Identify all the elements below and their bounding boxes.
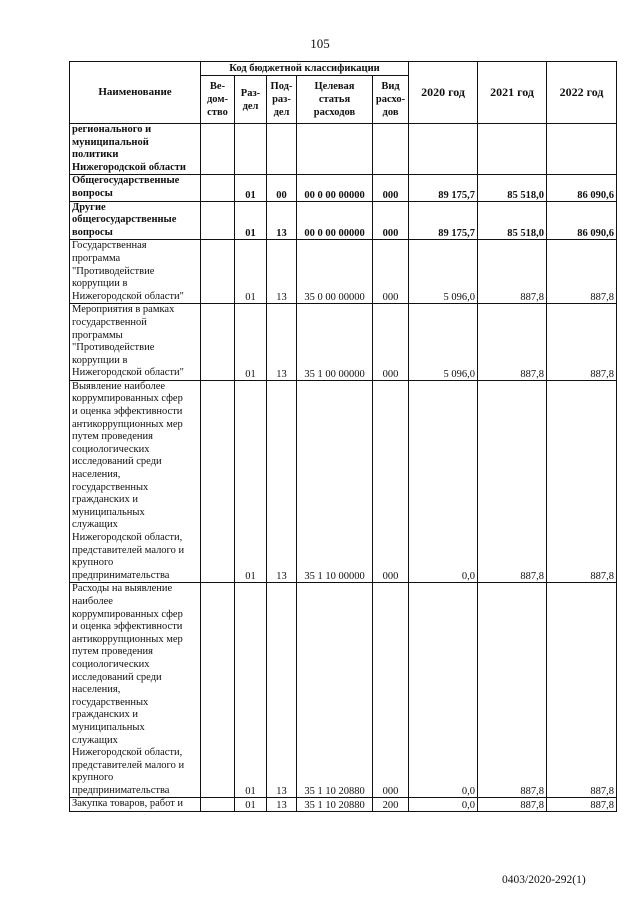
cell-razdel: 01 bbox=[235, 583, 267, 798]
header-line: расхо- bbox=[375, 94, 406, 105]
cell-podrazdel: 13 bbox=[267, 798, 297, 812]
cell-name-line: населения, bbox=[72, 684, 121, 696]
cell-name-line: крупного bbox=[72, 772, 114, 784]
cell-razdel: 01 bbox=[235, 240, 267, 304]
cell-2021: 887,8 bbox=[478, 798, 547, 812]
cell-vedomstvo bbox=[201, 240, 235, 304]
cell-name-line: исследований среди bbox=[72, 671, 162, 683]
cell-2021: 85 518,0 bbox=[478, 175, 547, 201]
header-year-2022: 2022 год bbox=[547, 62, 617, 124]
header-line: Вид bbox=[381, 81, 400, 92]
table-row bbox=[70, 240, 617, 304]
cell-2020: 5 096,0 bbox=[409, 304, 478, 381]
cell-vid-rashodov: 000 bbox=[373, 240, 409, 304]
cell-name-line: коррупции в bbox=[72, 354, 128, 366]
cell-name-line: политики bbox=[72, 149, 119, 161]
cell-name bbox=[70, 583, 201, 798]
header-line: дел bbox=[273, 107, 290, 118]
cell-celevaya-statya: 35 1 10 20880 bbox=[297, 583, 373, 798]
header-line: расходов bbox=[313, 107, 356, 118]
cell-name-line: гражданских и bbox=[72, 709, 138, 721]
cell-2022: 86 090,6 bbox=[547, 175, 617, 201]
cell-vid-rashodov: 000 bbox=[373, 304, 409, 381]
header-vid-rashodov bbox=[373, 76, 409, 124]
cell-name-line: государственных bbox=[72, 696, 149, 708]
cell-name-line: наиболее bbox=[72, 595, 113, 607]
cell-vid-rashodov: 000 bbox=[373, 201, 409, 240]
cell-name-line: Выявление наиболее bbox=[72, 380, 166, 392]
cell-name-line: Государственная bbox=[72, 240, 147, 252]
cell-2022: 86 090,6 bbox=[547, 201, 617, 240]
cell-podrazdel: 13 bbox=[267, 304, 297, 381]
cell-podrazdel: 13 bbox=[267, 380, 297, 583]
cell-2020: 0,0 bbox=[409, 380, 478, 583]
table-row bbox=[70, 175, 617, 201]
cell-name-line: гражданских и bbox=[72, 494, 138, 506]
cell-name-line: коррупции в bbox=[72, 278, 128, 290]
cell-podrazdel: 13 bbox=[267, 240, 297, 304]
cell-vid-rashodov: 000 bbox=[373, 175, 409, 201]
cell-2022 bbox=[547, 124, 617, 175]
cell-celevaya-statya: 35 0 00 00000 bbox=[297, 240, 373, 304]
cell-name-line: программы bbox=[72, 329, 123, 341]
cell-celevaya-statya: 00 0 00 00000 bbox=[297, 201, 373, 240]
header-podrazdel bbox=[267, 76, 297, 124]
cell-vedomstvo bbox=[201, 124, 235, 175]
cell-2021: 887,8 bbox=[478, 380, 547, 583]
cell-name bbox=[70, 380, 201, 583]
table-row bbox=[70, 798, 617, 812]
cell-name bbox=[70, 240, 201, 304]
table-row bbox=[70, 380, 617, 583]
cell-name-line: социологических bbox=[72, 443, 150, 455]
cell-2022: 887,8 bbox=[547, 240, 617, 304]
cell-name bbox=[70, 798, 201, 812]
cell-vedomstvo bbox=[201, 304, 235, 381]
cell-name-line: Нижегородской области, bbox=[72, 532, 183, 543]
cell-2020: 89 175,7 bbox=[409, 201, 478, 240]
header-celevaya-statya bbox=[297, 76, 373, 124]
cell-name-line: программа bbox=[72, 252, 121, 264]
cell-name-line: государственной bbox=[72, 316, 147, 328]
cell-name-line: социологических bbox=[72, 658, 150, 670]
cell-name-line: антикоррупционных мер bbox=[72, 633, 183, 645]
cell-name-line: и оценка эффективности bbox=[72, 621, 183, 633]
cell-vid-rashodov: 200 bbox=[373, 798, 409, 812]
cell-2022: 887,8 bbox=[547, 583, 617, 798]
cell-name-line: антикоррупционных мер bbox=[72, 418, 183, 430]
cell-vedomstvo bbox=[201, 798, 235, 812]
table-row bbox=[70, 124, 617, 175]
cell-name-line: муниципальных bbox=[72, 506, 145, 518]
cell-2021: 887,8 bbox=[478, 304, 547, 381]
cell-name bbox=[70, 124, 201, 175]
cell-razdel: 01 bbox=[235, 175, 267, 201]
header-razdel bbox=[235, 76, 267, 124]
cell-2020: 5 096,0 bbox=[409, 240, 478, 304]
header-line: раз- bbox=[272, 94, 291, 105]
cell-name-line: представителей малого и bbox=[72, 759, 185, 771]
cell-name-line: и оценка эффективности bbox=[72, 406, 183, 418]
header-line: Раз- bbox=[240, 87, 261, 99]
cell-name-line: вопросы bbox=[72, 187, 113, 199]
cell-razdel: 01 bbox=[235, 201, 267, 240]
header-budget-classification: Код бюджетной классификации bbox=[201, 62, 409, 76]
cell-2022: 887,8 bbox=[547, 380, 617, 583]
header-year-2020: 2020 год bbox=[409, 62, 478, 124]
cell-name-line: муниципальной bbox=[72, 136, 149, 148]
cell-razdel bbox=[235, 124, 267, 175]
cell-name-line: Нижегородской области" bbox=[72, 367, 184, 379]
cell-podrazdel: 13 bbox=[267, 201, 297, 240]
document-code: 0403/2020-292(1) bbox=[502, 874, 586, 886]
cell-vedomstvo bbox=[201, 380, 235, 583]
cell-name-line: общегосударственные bbox=[72, 214, 177, 226]
cell-name-line: "Противодействие bbox=[72, 265, 155, 277]
cell-name-line: крупного bbox=[72, 557, 114, 569]
cell-name-line: "Противодействие bbox=[72, 342, 155, 354]
cell-razdel: 01 bbox=[235, 380, 267, 583]
cell-name-line: коррумпированных сфер bbox=[72, 608, 183, 620]
cell-name-line: вопросы bbox=[72, 226, 113, 238]
cell-name-line: Нижегородской области" bbox=[72, 290, 184, 302]
cell-name-line: населения, bbox=[72, 469, 121, 481]
cell-celevaya-statya: 00 0 00 00000 bbox=[297, 175, 373, 201]
header-line: дел bbox=[242, 100, 259, 112]
cell-2021: 887,8 bbox=[478, 583, 547, 798]
header-year-2021: 2021 год bbox=[478, 62, 547, 124]
header-line: Ве- bbox=[209, 81, 226, 92]
header-name: Наименование bbox=[70, 62, 201, 124]
cell-podrazdel bbox=[267, 124, 297, 175]
cell-vedomstvo bbox=[201, 175, 235, 201]
cell-2021 bbox=[478, 124, 547, 175]
table-row bbox=[70, 583, 617, 798]
cell-2022: 887,8 bbox=[547, 304, 617, 381]
cell-razdel: 01 bbox=[235, 798, 267, 812]
cell-name-line: исследований среди bbox=[72, 456, 162, 468]
cell-name-line: предпринимательства bbox=[72, 569, 170, 581]
table-row bbox=[70, 304, 617, 381]
table-body bbox=[70, 124, 617, 812]
cell-name-line: Нижегородской области bbox=[72, 161, 186, 173]
cell-name-line: путем проведения bbox=[72, 431, 153, 443]
cell-name-line: Расходы на выявление bbox=[72, 583, 173, 595]
cell-podrazdel: 13 bbox=[267, 583, 297, 798]
cell-2020 bbox=[409, 124, 478, 175]
cell-2021: 85 518,0 bbox=[478, 201, 547, 240]
header-vedomstvo bbox=[201, 76, 235, 124]
header-line: дов bbox=[382, 107, 399, 118]
cell-vedomstvo bbox=[201, 583, 235, 798]
cell-celevaya-statya: 35 1 10 20880 bbox=[297, 798, 373, 812]
cell-vid-rashodov bbox=[373, 124, 409, 175]
cell-name-line: муниципальных bbox=[72, 721, 145, 733]
cell-celevaya-statya bbox=[297, 124, 373, 175]
cell-name-line: Закупка товаров, работ и bbox=[72, 798, 184, 810]
cell-razdel: 01 bbox=[235, 304, 267, 381]
cell-name-line: служащих bbox=[72, 519, 118, 531]
cell-vid-rashodov: 000 bbox=[373, 583, 409, 798]
cell-2020: 0,0 bbox=[409, 583, 478, 798]
cell-name-line: служащих bbox=[72, 734, 118, 746]
cell-name bbox=[70, 304, 201, 381]
cell-celevaya-statya: 35 1 00 00000 bbox=[297, 304, 373, 381]
cell-vedomstvo bbox=[201, 201, 235, 240]
header-line: Под- bbox=[270, 81, 293, 92]
cell-podrazdel: 00 bbox=[267, 175, 297, 201]
cell-name-line: регионального и bbox=[72, 124, 152, 135]
cell-name-line: Общегосударственные bbox=[72, 175, 180, 187]
page-number: 105 bbox=[310, 36, 330, 51]
header-line: ство bbox=[207, 107, 228, 118]
header-line: дом- bbox=[206, 94, 228, 105]
cell-name-line: путем проведения bbox=[72, 646, 153, 658]
cell-name-line: предпринимательства bbox=[72, 784, 170, 796]
header-line: статья bbox=[318, 94, 351, 105]
cell-name bbox=[70, 201, 201, 240]
cell-name-line: Другие bbox=[72, 201, 106, 213]
cell-2020: 89 175,7 bbox=[409, 175, 478, 201]
cell-name-line: представителей малого и bbox=[72, 544, 185, 556]
cell-name bbox=[70, 175, 201, 201]
cell-2020: 0,0 bbox=[409, 798, 478, 812]
cell-2021: 887,8 bbox=[478, 240, 547, 304]
cell-vid-rashodov: 000 bbox=[373, 380, 409, 583]
cell-2022: 887,8 bbox=[547, 798, 617, 812]
cell-name-line: коррумпированных сфер bbox=[72, 393, 183, 405]
cell-name-line: Мероприятия в рамках bbox=[72, 304, 175, 316]
budget-table bbox=[69, 61, 617, 812]
cell-name-line: Нижегородской области, bbox=[72, 747, 183, 759]
cell-name-line: государственных bbox=[72, 481, 149, 493]
header-line: Целевая bbox=[314, 81, 355, 92]
cell-celevaya-statya: 35 1 10 00000 bbox=[297, 380, 373, 583]
table-row bbox=[70, 201, 617, 240]
